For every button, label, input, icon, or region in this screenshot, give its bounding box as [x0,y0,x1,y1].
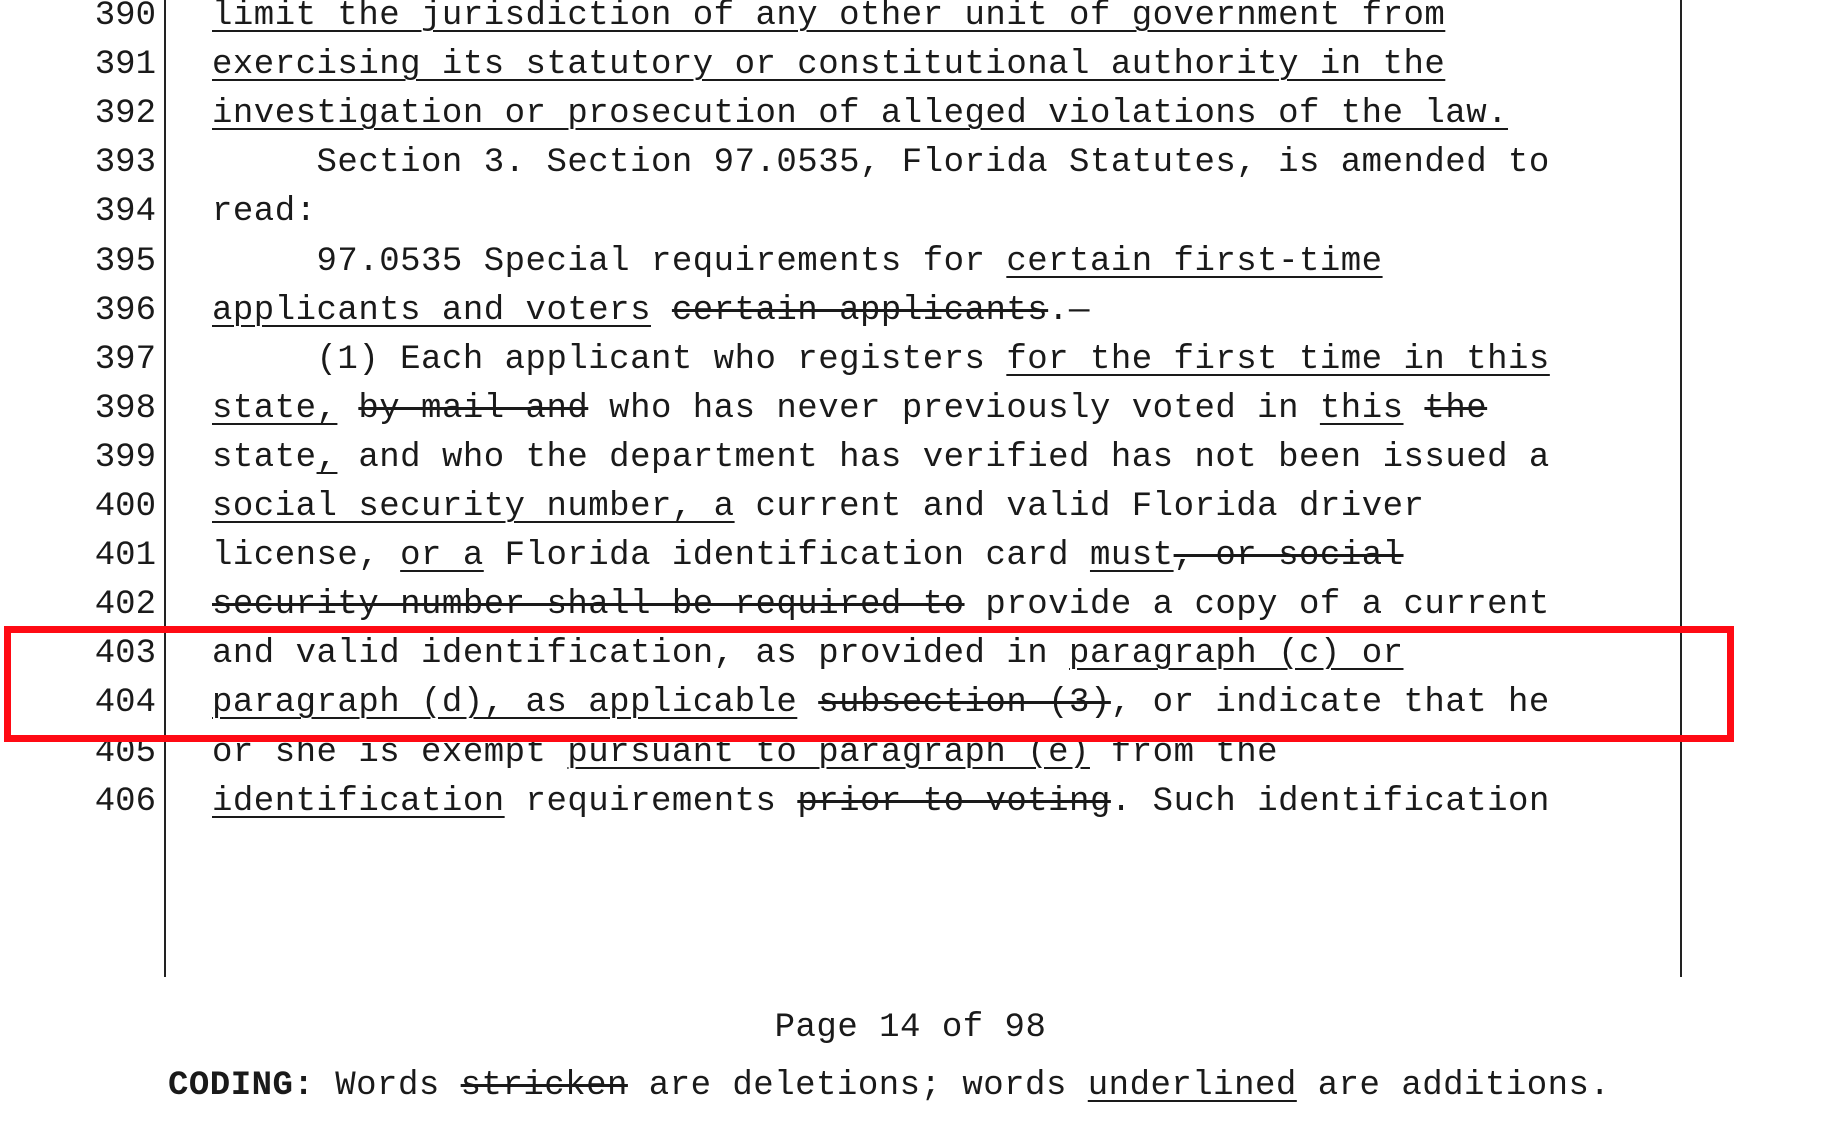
line-number: 403 [94,635,156,674]
text-segment: provide a copy of a current [964,586,1550,625]
text-segment: (1) Each applicant who registers [212,340,1007,379]
added-text: limit the jurisdiction of any other unit of government from [212,0,1446,35]
coding-underlined-word: underlined [1087,1067,1297,1105]
line-number: 393 [94,144,156,183]
line-number: 405 [94,733,156,772]
deleted-text: security number shall be required to [212,586,965,625]
added-text: state, [212,389,338,428]
line-number: 394 [94,193,156,232]
text-segment: Florida identification card [483,537,1090,576]
added-text: identification [212,782,505,821]
text-segment: .— [1048,291,1090,330]
line-number: 399 [94,438,156,477]
text-segment: who has never previously voted in [588,389,1320,428]
text-segment: . Such identification [1110,782,1550,821]
line-text [212,536,1404,576]
text-segment: and valid identification, as provided in [212,635,1070,674]
line-number: 404 [94,684,156,723]
page-number: Page 14 of 98 [774,1009,1047,1047]
text-segment: license, [212,537,401,576]
added-text: exercising its statutory or constitutional authority in the [212,46,1446,85]
deleted-text: by mail and [358,389,589,428]
line-text [212,782,1550,822]
text-segment [1404,390,1425,428]
text-segment: 97.0535 Special requirements for [212,242,1007,281]
text-segment: state [212,438,317,477]
line-text [212,585,1550,625]
deleted-text: subsection (3) [818,684,1111,723]
coding-text-mid: are deletions; words [627,1067,1088,1105]
line-row [0,782,1821,843]
text-segment: or she is exempt [212,733,568,772]
line-text [212,291,1090,331]
coding-text-post: are additions. [1296,1067,1611,1105]
line-text [212,389,1487,429]
text-segment: requirements [504,782,798,821]
line-text [212,0,1445,36]
line-number: 402 [94,586,156,625]
line-number: 390 [94,0,156,35]
highlight-box [4,626,1734,742]
line-number: 406 [94,782,156,821]
line-number: 395 [94,242,156,281]
text-segment: current and valid Florida driver [734,488,1425,526]
line-number: 396 [94,291,156,330]
added-text: social security number, a [212,488,735,526]
added-text: must [1089,537,1174,576]
line-number: 401 [94,537,156,576]
deleted-text: certain applicants [671,291,1049,330]
line-number: 392 [94,95,156,134]
line-number: 398 [94,389,156,428]
text-segment: , or indicate that he [1110,684,1550,723]
added-text: paragraph (d), as applicable [212,684,798,723]
line-number: 391 [94,46,156,85]
text-segment: and who the department has verified has not been issued a [337,438,1550,477]
coding-text-pre: Words [314,1067,461,1105]
added-text: certain first-time [1006,242,1383,281]
deleted-text: the [1424,389,1488,428]
line-text [212,45,1445,85]
line-number: 397 [94,340,156,379]
line-text [212,242,1383,282]
line-text [212,487,1424,527]
deleted-text: prior to voting [797,782,1111,821]
text-segment: read: [212,193,317,232]
text-segment [337,390,358,428]
line-text [212,438,1550,478]
text-segment: from the [1089,733,1279,772]
added-text: investigation or prosecution of alleged violations of the law. [212,95,1509,134]
line-text [212,143,1550,183]
added-text: applicants and voters [212,291,651,330]
coding-label: CODING: [168,1067,315,1105]
added-text: for the first time in this [1006,340,1550,379]
added-text: this [1319,389,1404,428]
line-number: 400 [94,488,156,526]
line-text [212,192,317,232]
deleted-text: , or social [1173,537,1404,576]
line-text [212,340,1550,380]
line-text [212,94,1508,134]
text-segment: Section 3. Section 97.0535, Florida Statutes, is amended to [212,144,1550,183]
coding-legend [168,1066,1610,1106]
added-text: , [316,438,338,477]
added-text: paragraph (c) or [1069,635,1404,674]
added-text: pursuant to paragraph (e) [567,733,1090,772]
coding-stricken-word: stricken [460,1067,628,1105]
added-text: or a [400,537,484,576]
text-segment [651,292,672,330]
